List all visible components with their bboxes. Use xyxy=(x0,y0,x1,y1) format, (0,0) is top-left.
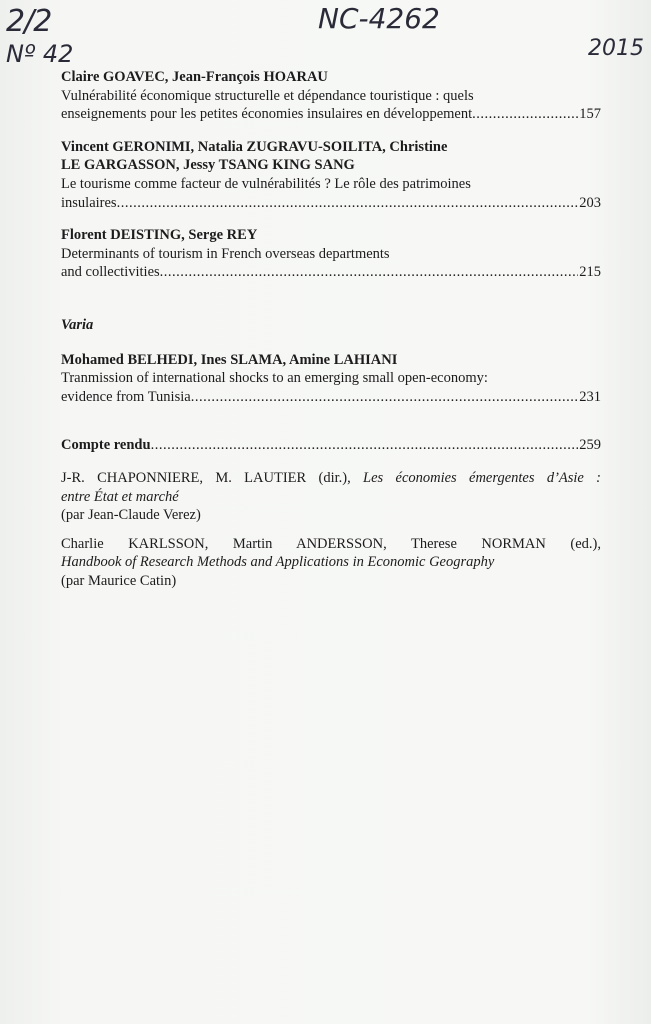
entry-title-leader xyxy=(61,105,601,124)
dot-leader xyxy=(472,105,578,124)
entry-title-leader xyxy=(61,263,601,282)
entry-title-line: Vulnérabilité économique structurelle et dépendance touristique : quels xyxy=(61,87,474,104)
entry-authors-line-1: Vincent GERONIMI, Natalia ZUGRAVU-SOILITA, Christine xyxy=(61,138,448,155)
entry-authors: Claire GOAVEC, Jean-François HOARAU xyxy=(61,69,328,85)
toc-entry-3 xyxy=(61,226,601,282)
dot-leader xyxy=(117,194,579,213)
entry-page-number: 203 xyxy=(579,194,601,211)
entry-title-leader xyxy=(61,388,601,407)
entry-title-last-line: enseignements pour les petites économies insulaires en développement xyxy=(61,106,473,123)
handwritten-note-volume: 2/2 xyxy=(6,4,52,39)
compte-rendu-label: Compte rendu xyxy=(61,437,151,454)
entry-title-line: Determinants of tourism in French overseas departments xyxy=(61,245,390,262)
handwritten-year: 2015 xyxy=(588,36,644,61)
toc-entry-1 xyxy=(61,68,601,124)
review-authors: J-R. CHAPONNIERE, M. LAUTIER (dir.), xyxy=(61,469,351,486)
entry-title-line: Tranmission of international shocks to an emerging small open-economy: xyxy=(61,370,488,387)
entry-title-last-line: evidence from Tunisia xyxy=(61,388,191,405)
dot-leader xyxy=(160,263,579,282)
entry-authors: Florent DEISTING, Serge REY xyxy=(61,227,258,244)
entry-authors-line-2: LE GARGASSON, Jessy TSANG KING SANG xyxy=(61,157,355,174)
entry-authors: Mohamed BELHEDI, Ines SLAMA, Amine LAHIANI xyxy=(61,351,398,368)
review-title-part-2: entre État et marché xyxy=(61,488,179,505)
entry-page-number: 231 xyxy=(579,388,601,405)
toc-entry-2 xyxy=(61,138,601,212)
dot-leader xyxy=(151,436,579,455)
compte-rendu-heading xyxy=(61,436,601,455)
entry-page-number: 157 xyxy=(579,106,601,123)
toc-entry-varia xyxy=(61,351,601,407)
entry-page-number: 215 xyxy=(579,264,601,281)
entry-title-last-line: and collectivities xyxy=(61,264,160,281)
table-of-contents xyxy=(61,68,601,600)
review-reviewer: (par Jean-Claude Verez) xyxy=(61,507,201,524)
review-title-part-1: Les économies émergentes d’Asie : xyxy=(363,469,602,486)
review-reviewer: (par Maurice Catin) xyxy=(61,572,177,589)
dot-leader xyxy=(191,388,579,407)
review-title: Handbook of Research Methods and Applications in Economic Geography xyxy=(61,554,495,571)
section-heading-varia: Varia xyxy=(61,316,94,333)
review-authors: Charlie KARLSSON, Martin ANDERSSON, Therese NORMAN (ed.), xyxy=(61,535,601,552)
handwritten-call-number: NC-4262 xyxy=(318,2,440,35)
handwritten-note-number: Nº 42 xyxy=(6,40,74,68)
compte-rendu-page-number: 259 xyxy=(579,437,601,454)
review-entry-1 xyxy=(61,469,601,525)
entry-title-last-line: insulaires xyxy=(61,194,117,211)
review-entry-2 xyxy=(61,535,601,591)
review-first-line xyxy=(61,469,601,488)
entry-title-leader xyxy=(61,194,601,213)
entry-title-line: Le tourisme comme facteur de vulnérabilités ? Le rôle des patrimoines xyxy=(61,175,471,192)
